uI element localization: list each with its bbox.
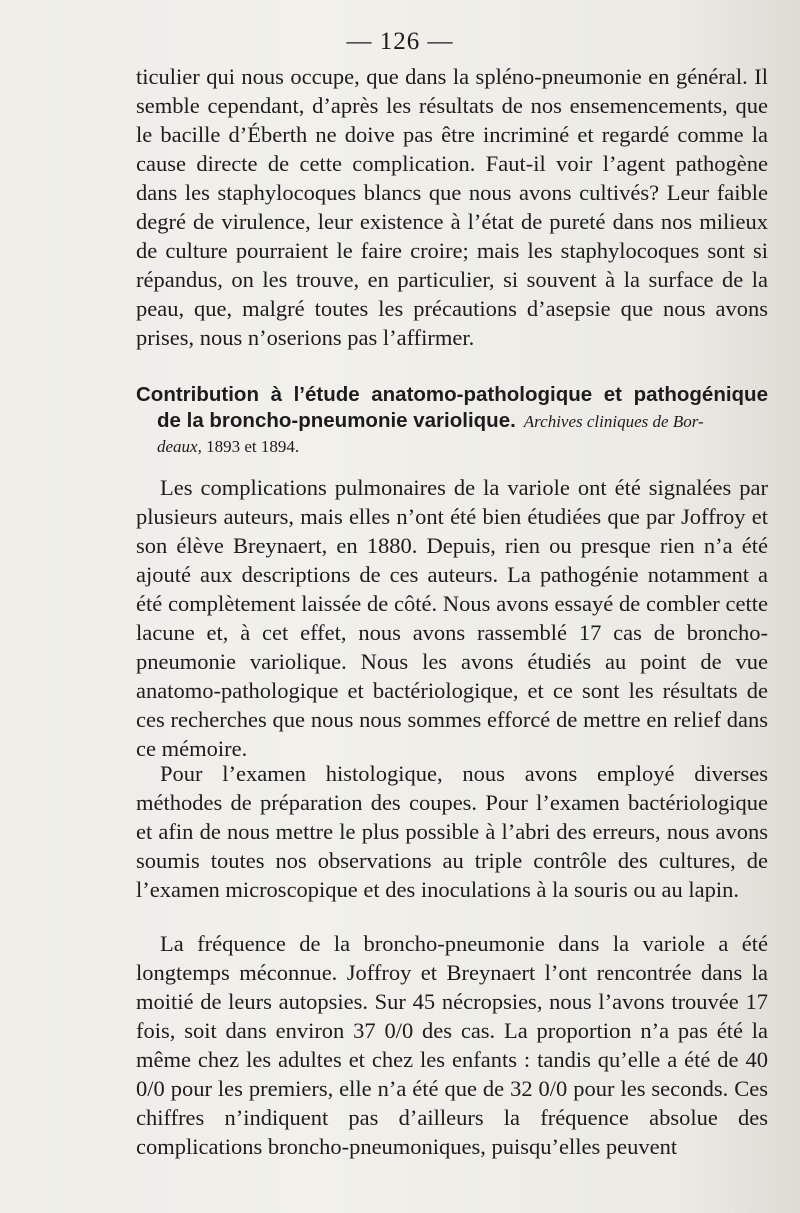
paragraph-intro: [136, 473, 768, 763]
heading-title-line-2: [136, 408, 768, 435]
heading-source-years: 1893 et 1894.: [206, 437, 300, 456]
paragraph-text: ticulier qui nous occupe, que dans la spléno-pneumonie en général. Il semble cependant, d’après les résultats de nos ensemencements, que le bacille d’Éberth ne doive pas être incriminé et regardé comme la cause directe de cette complication. Faut-il voir l’agent pathogène dans les staphylocoques blancs que nous avons cultivés? Leur faible degré de virulence, leur existence à l’état de pureté dans nos milieux de culture pourraient le faire croire; mais les staphylocoques sont si répandus, on les trouve, en particulier, si souvent à la surface de la peau, que, malgré toutes les précautions d’asepsie que nous avons prises, nous n’oserions pas l’affirmer.: [136, 64, 768, 350]
paragraph-text: La fréquence de la broncho-pneumonie dans la variole a été longtemps méconnue. Joffroy et Breynaert l’ont rencontrée dans la moitié de leurs autopsies. Sur 45 nécropsies, nous l’avons trouvée 17 fois, soit dans environ 37 0/0 des cas. La proportion n’a pas été la même chez les adultes et chez les enfants : tandis qu’elle a été de 40 0/0 pour les premiers, elle n’a été que de 32 0/0 pour les seconds. Ces chiffres n’indiquent pas d’ailleurs la fréquence absolue des complications broncho-pneumoniques, puisqu’elles peuvent: [136, 931, 768, 1159]
paragraph-methods: [136, 759, 768, 904]
section-heading: [136, 382, 768, 459]
heading-title-text: de la broncho-pneumonie variolique.: [157, 409, 516, 432]
paragraph-continuation: [136, 62, 768, 352]
heading-title-line-1: Contribution à l’étude anatomo-pathologique et pathogénique: [136, 383, 768, 406]
heading-source-journal: Archives cliniques de Bor-: [523, 412, 704, 431]
page-number: — 126 —: [346, 28, 454, 55]
heading-title: [136, 382, 768, 435]
heading-source-city: deaux,: [157, 437, 202, 456]
paragraph-text: Pour l’examen histologique, nous avons employé diverses méthodes de préparation des coupes. Pour l’examen bactériologique et afin de nous mettre le plus possible à l’abri des erreurs, nous avons soumis toutes nos observations au triple contrôle des cultures, de l’examen microscopique et des inoculations à la souris ou au lapin.: [136, 761, 768, 902]
paragraph-frequency: [136, 929, 768, 1161]
paragraph-text: Les complications pulmonaires de la variole ont été signalées par plusieurs auteurs, mais elles n’ont été bien étudiées que par Joffroy et son élève Breynaert, en 1880. Depuis, rien ou presque rien n’a été ajouté aux descriptions de ces auteurs. La pathogénie notamment a été complètement laissée de côté. Nous avons essayé de combler cette lacune et, à cet effet, nous avons rassemblé 17 cas de broncho-pneumonie variolique. Nous les avons étudiés au point de vue anatomo-pathologique et bactériologique, et ce sont les résultats de ces recherches que nous nous sommes efforcé de mettre en relief dans ce mémoire.: [136, 475, 768, 761]
heading-source-line: [136, 435, 768, 459]
